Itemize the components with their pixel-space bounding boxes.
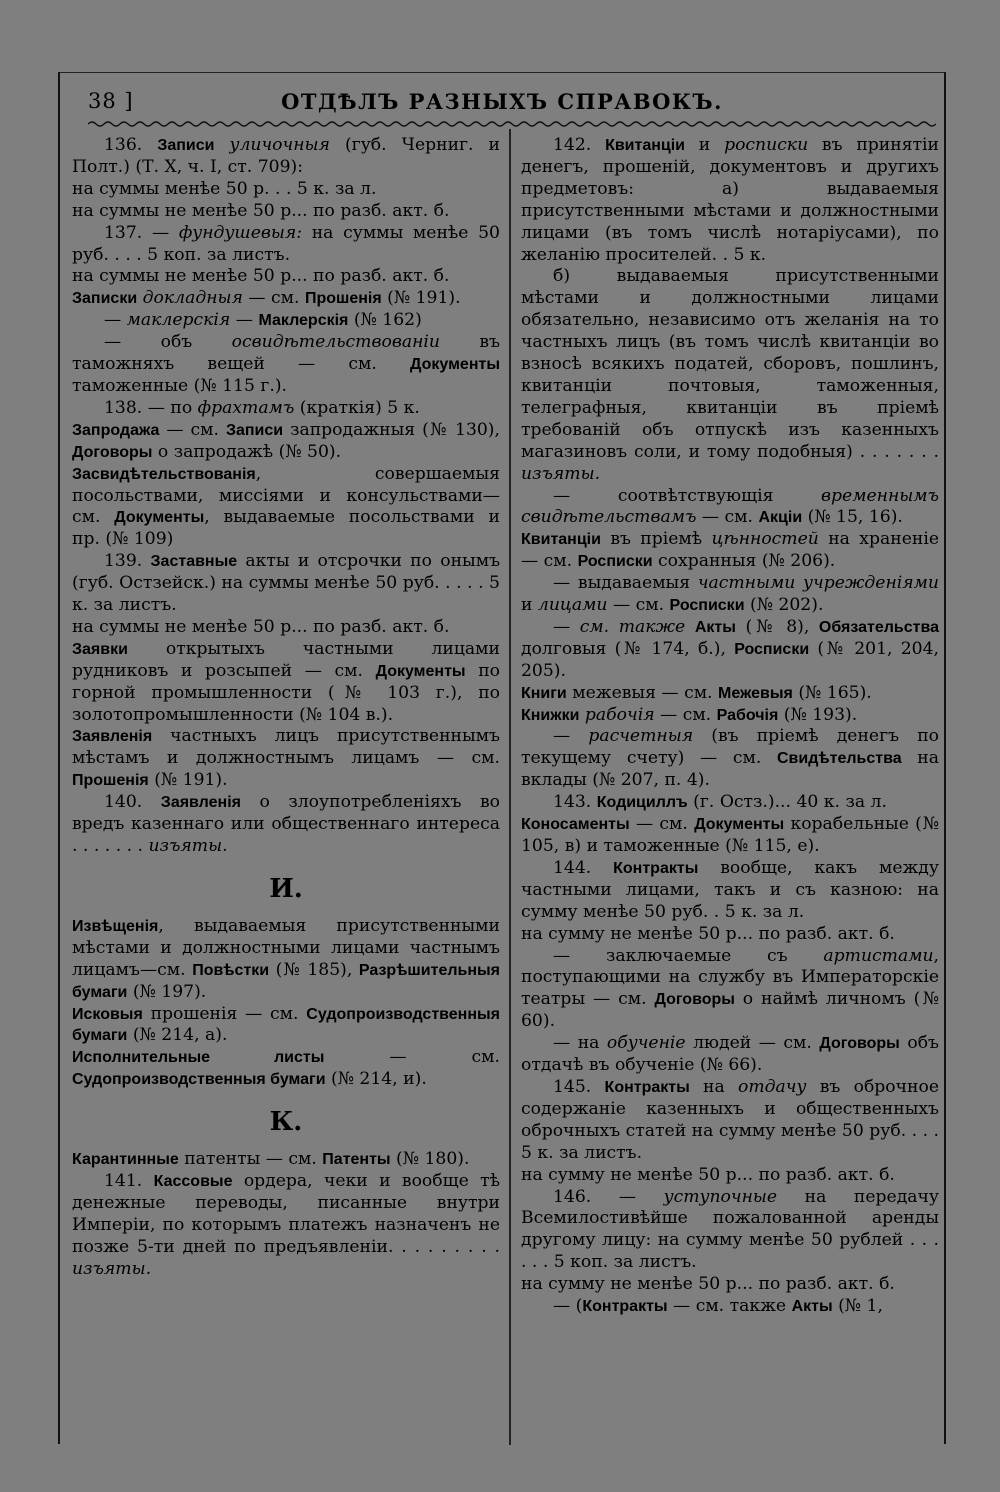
entry-text: , совершаемыя посольствами, миссіями и консульствами— см. <box>72 463 500 528</box>
entry-text: запродажныя (№ 130), <box>283 419 500 440</box>
entry-raschetnye <box>521 726 939 792</box>
entry-kvitancii <box>521 529 939 573</box>
entry-text: — заключаемые съ <box>553 945 824 966</box>
term: Извѣщенія <box>72 917 159 935</box>
entry-text: — см. <box>654 704 717 725</box>
entry-146-line2: на сумму не менѣе 50 р... по разб. акт. б. <box>521 1274 895 1295</box>
entry-text: (г. Остз.)... 40 к. за л. <box>687 792 887 813</box>
entry-text: (№ 8), <box>735 616 819 637</box>
entry-takzhe <box>521 617 939 683</box>
reference: Акты <box>791 1298 833 1316</box>
entry-number: 137. — <box>104 222 179 243</box>
entry-text: — см. <box>242 288 305 309</box>
entry-text: — соотвѣтствующія <box>553 485 822 506</box>
term: Книги <box>521 684 567 702</box>
entry-138 <box>72 398 500 420</box>
right-column <box>521 135 939 1318</box>
entry-number: 144. <box>553 857 614 878</box>
term: Заявки <box>72 640 128 658</box>
reference: Патенты <box>322 1151 391 1169</box>
entry-145 <box>521 1077 939 1165</box>
entry-zaprodazha <box>72 420 500 464</box>
entry-iskovye <box>72 1004 500 1048</box>
column-divider <box>509 129 511 1445</box>
entry-136-line2: на суммы не менѣе 50 р... по разб. акт. б. <box>72 200 450 221</box>
entry-ispolnit <box>72 1047 500 1091</box>
term: Исполнительные листы <box>72 1049 325 1067</box>
entry-142-b <box>521 266 939 485</box>
term: Засвидѣтельствованія <box>72 465 256 483</box>
entry-text: б) выдаваемыя присутственными мѣстами и должностными лицами обязательно, независимо отъ желанія на то частныхъ лицъ (въ томъ числѣ квитанціи во взносѣ всякихъ податей, сборовъ, пошлинъ, квитанціи почтовыя, таможенныя, телеграфныя, квитанціи въ пріемѣ требованій объ отпускѣ изъ казенныхъ магазиновъ соли, и тому подобныя) . . . . . . . <box>521 266 939 462</box>
entry-text: (губ. Черниг. и Полт.) (Т. X, ч. I, ст. 709): <box>72 135 500 177</box>
entry-text: — <box>230 310 259 331</box>
entry-zayavleniya <box>72 726 500 792</box>
entry-text: (№ 201, 204, 205). <box>521 638 939 681</box>
term: Исковыя <box>72 1005 143 1023</box>
entry-number: 146. — <box>553 1186 664 1207</box>
entry-text: — выдаваемыя <box>553 573 698 594</box>
entry-text: (въ пріемѣ денегъ по текущему счету) — см. <box>521 726 939 769</box>
entry-text: (№ 162) <box>348 310 422 331</box>
entry-sootv <box>521 486 939 530</box>
entry-text: по горной промышленности (№ 103 г.), по золотопромышленности (№ 104 в.). <box>72 660 500 725</box>
term: Запродажа <box>72 421 160 439</box>
entry-text: сохранныя (№ 206). <box>652 551 836 572</box>
entry-number: 142. <box>553 135 606 155</box>
reference: Документы <box>410 356 500 374</box>
entry-text: вообще, какъ между частными лицами, такъ и съ казною: на сумму менѣе 50 руб. . 5 к. за л. <box>521 857 939 922</box>
term: Контракты <box>613 859 699 877</box>
entry-makl <box>72 310 500 332</box>
entry-text: (№ 191). <box>381 288 461 309</box>
entry-zasvid <box>72 464 500 552</box>
entry-text: (№ 191). <box>148 770 228 791</box>
reference: Договоры <box>654 991 735 1009</box>
reference: Записи <box>225 421 284 439</box>
entry-number: 141. <box>104 1171 154 1192</box>
entry-knizhki <box>521 705 939 727</box>
reference: Судопроизводственныя бумаги <box>72 1005 500 1045</box>
entry-text: (№ 180). <box>390 1149 470 1170</box>
page-header <box>60 87 944 123</box>
entry-text: (№ 165). <box>792 682 872 703</box>
entry-text: на храненіе — см. <box>521 529 939 572</box>
entry-osv <box>72 332 500 398</box>
entry-karantin <box>72 1149 500 1171</box>
reference: Прошенія <box>72 772 149 790</box>
entry-text: (№ 185), <box>269 959 359 980</box>
term: Заявленія <box>72 728 153 746</box>
entry-number: 139. <box>104 551 151 572</box>
entry-text: въ пріемѣ <box>600 529 712 550</box>
entry-137 <box>72 223 500 267</box>
entry-text: частныхъ лицъ присутственнымъ мѣстамъ и должностнымъ лицамъ — см. <box>72 726 500 769</box>
section-letter-k: К. <box>269 1107 303 1138</box>
entry-text: — см. <box>159 419 226 440</box>
entry-obuchenie <box>521 1033 939 1077</box>
entry-number: 140. <box>104 792 161 813</box>
term-italic: артистами <box>823 945 934 966</box>
entry-text-italic: изъяты. <box>72 1258 152 1279</box>
term: Заявленія <box>160 794 241 812</box>
entry-145-line2: на сумму не менѣе 50 р... по разб. акт. б. <box>521 1164 895 1185</box>
entry-text: (№ 214, и). <box>325 1069 427 1090</box>
term-italic: цѣнностей <box>711 529 819 550</box>
entry-text: — см. <box>629 814 695 835</box>
term-italic: обученіе <box>606 1033 686 1054</box>
left-column <box>72 135 500 1281</box>
term-italic: см. также <box>579 616 686 637</box>
section-letter-i: И. <box>269 873 303 904</box>
entry-text: — см. также <box>667 1296 792 1317</box>
entry-knigi <box>521 683 939 705</box>
entry-text: (№ 197). <box>127 981 207 1002</box>
entry-text: (№ 193). <box>778 704 858 725</box>
term: Записки <box>72 290 138 308</box>
reference: Маклерскія <box>258 312 349 330</box>
page-title: ОТДѢЛЪ РАЗНЫХЪ СПРАВОКЪ. <box>281 89 723 114</box>
reference: Прошенія <box>304 290 382 308</box>
reference: Межевыя <box>718 684 793 702</box>
reference: Разрѣшительныя бумаги <box>72 961 500 1001</box>
entry-text: таможенные (№ 115 г.). <box>72 375 288 396</box>
term-italic: рабочія <box>579 704 655 725</box>
reference: Росписки <box>734 640 810 658</box>
entry-text: на вклады (№ 207, п. 4). <box>521 748 940 791</box>
term-italic: уличочныя <box>214 135 330 155</box>
entry-text: — см. <box>607 595 670 616</box>
entry-text: (№ 202). <box>744 595 824 616</box>
reference: Росписки <box>577 553 653 571</box>
entry-140 <box>72 792 500 858</box>
entry-text: — ( <box>553 1296 583 1317</box>
entry-text: и <box>685 135 725 155</box>
entry-text: — см. <box>696 507 759 528</box>
entry-text: долговыя (№ 174, б.), <box>521 638 735 659</box>
reference: Договоры <box>819 1035 900 1053</box>
entry-text: , выдаваемыя присутственными мѣстами и должностными лицами частнымъ лицамъ—см. <box>72 915 500 980</box>
reference: Акціи <box>758 509 803 527</box>
entry-text <box>685 617 695 637</box>
entry-text: и <box>521 595 538 616</box>
reference: Документы <box>375 662 466 680</box>
entry-number: 136. <box>104 135 158 155</box>
entry-number: 145. <box>553 1076 605 1097</box>
entry-text: акты и отсрочки по онымъ (губ. Остзейск.) на суммы менѣе 50 руб. . . . . 5 к. за листъ. <box>72 551 501 616</box>
entry-137-line2: на суммы не менѣе 50 р... по разб. акт. б. <box>72 266 450 287</box>
entry-text: открытыхъ частными лицами рудниковъ и розсыпей — см. <box>72 638 500 681</box>
reference: Судопроизводственныя бумаги <box>72 1071 326 1089</box>
reference: Документы <box>694 816 785 834</box>
entry-141 <box>72 1171 500 1281</box>
reference: Рабочія <box>716 706 779 724</box>
entry-text: (№ 15, 16). <box>802 507 903 528</box>
entry-kontrakty-see <box>521 1296 939 1318</box>
term: Коносаменты <box>521 816 630 834</box>
term: Контракты <box>582 1298 668 1316</box>
entry-text: — <box>553 616 580 637</box>
entry-text: — объ <box>104 332 232 353</box>
entry-artisty <box>521 946 939 1034</box>
entry-text: на суммы менѣе 50 руб. . . . 5 коп. за листъ. <box>72 222 500 265</box>
entry-139-line2: на суммы не менѣе 50 р... по разб. акт. б. <box>72 616 450 637</box>
entry-konosamenty <box>521 814 939 858</box>
entry-text: о наймѣ личномъ (№ 60). <box>521 989 939 1032</box>
term: Квитанціи <box>605 137 686 154</box>
entry-text: — <box>553 726 589 747</box>
term: Книжки <box>521 706 580 724</box>
entry-text: корабельные (№ 105, в) и таможенные (№ 115, е). <box>521 814 939 856</box>
term-italic: маклерскія <box>126 310 231 331</box>
reference: Росписки <box>669 597 745 615</box>
entry-text: въ таможняхъ вещей — см. <box>72 332 501 375</box>
entry-text: (№ 1, <box>832 1296 883 1317</box>
entry-text: на <box>689 1076 739 1097</box>
entry-136-line1: на суммы менѣе 50 р. . . 5 к. за л. <box>72 178 377 199</box>
entry-text: , поступающими на службу въ Императорскіе театры — см. <box>521 945 939 1010</box>
reference: Документы <box>114 509 205 527</box>
reference: Обязательства <box>818 618 940 636</box>
entry-144-line2: на сумму не менѣе 50 р... по разб. акт. б. <box>521 923 895 944</box>
entry-text: прошенія — см. <box>142 1003 307 1024</box>
page-number: 38 ] <box>88 89 134 113</box>
entry-vydavaemye <box>521 573 939 617</box>
term-italic: уступочные <box>663 1186 778 1207</box>
entry-text: на передачу Всемилостивѣйше пожалованной аренды другому лицу: на сумму менѣе 50 рублей . . . . . . 5 коп. за листъ. <box>521 1186 939 1273</box>
reference: Акты <box>694 618 736 636</box>
entry-143 <box>521 792 939 814</box>
entry-text: межевыя — см. <box>566 682 718 703</box>
term-italic: временнымъ свидѣтельствамъ <box>521 485 939 528</box>
term-italic: фундушевыя: <box>178 222 303 243</box>
term-italic: отдачу <box>738 1076 807 1097</box>
entry-136 <box>72 135 500 179</box>
entry-izvescheniya <box>72 916 500 1004</box>
term: Кассовые <box>153 1173 233 1191</box>
page <box>58 72 946 1444</box>
reference: Повѣстки <box>192 961 270 979</box>
term: Квитанціи <box>521 531 601 549</box>
entry-text-italic: изъяты. <box>521 463 601 484</box>
entry-text: людей — см. <box>685 1033 820 1054</box>
entry-text: о запродажѣ (№ 50). <box>152 441 342 462</box>
entry-text: въ принятіи денегъ, прошеній, документовъ и другихъ предметовъ: а) выдаваемыя присутственными мѣстами и должностными лицами (въ томъ числѣ нотаріусами), по желанію просителей. . 5 к. <box>521 135 940 265</box>
term-italic: фрахтамъ <box>197 397 295 418</box>
entry-text: — на <box>553 1033 607 1054</box>
term-italic: докладныя <box>137 288 243 309</box>
term-italic: частными учрежденіями <box>697 573 939 594</box>
entry-text: — см. <box>324 1047 501 1068</box>
entry-text: въ оброчное содержаніе казенныхъ и общественныхъ оброчныхъ статей на сумму менѣе 50 руб. . . . 5 к. за листъ. <box>521 1076 939 1163</box>
entry-text: объ отдачѣ въ обученіе (№ 66). <box>521 1033 939 1076</box>
term: Карантинные <box>72 1151 179 1169</box>
entry-text: — <box>104 310 127 331</box>
term-italic: росписки <box>724 135 809 155</box>
entry-146 <box>521 1187 939 1275</box>
entry-text: (краткія) 5 к. <box>294 397 420 418</box>
entry-text: , выдаваемые посольствами и пр. (№ 109) <box>72 507 500 550</box>
term-italic: расчетныя <box>588 726 694 747</box>
term-italic: освидѣтельствованіи <box>231 332 440 353</box>
reference: Договоры <box>72 443 153 461</box>
entry-number: 143. <box>553 792 597 813</box>
entry-144 <box>521 858 939 924</box>
entry-zapiski-dokl <box>72 288 500 310</box>
wavy-rule <box>88 119 936 129</box>
entry-zayavki <box>72 639 500 727</box>
entry-139 <box>72 551 500 617</box>
term: Кодициллъ <box>596 794 688 812</box>
entry-text-italic: изъяты. <box>148 836 228 856</box>
term-italic: лицами <box>537 595 608 616</box>
term: Записи <box>157 137 215 154</box>
entry-text: патенты — см. <box>178 1149 323 1170</box>
entry-142 <box>521 135 939 266</box>
entry-text: о злоупотребленіяхъ во вредъ казеннаго или общественнаго интереса . . . . . . . <box>72 792 500 856</box>
entry-number: 138. — по <box>104 397 198 418</box>
term: Контракты <box>604 1078 690 1096</box>
entry-text: (№ 214, а). <box>127 1025 228 1046</box>
term: Заставные <box>150 553 238 571</box>
reference: Свидѣтельства <box>777 750 902 768</box>
entry-text: ордера, чеки и вообще тѣ денежные переводы, писанные внутри Имперіи, по которымъ платежъ назначенъ не позже 5-ти дней по предъявленіи. . . . . . . . . <box>72 1171 501 1257</box>
